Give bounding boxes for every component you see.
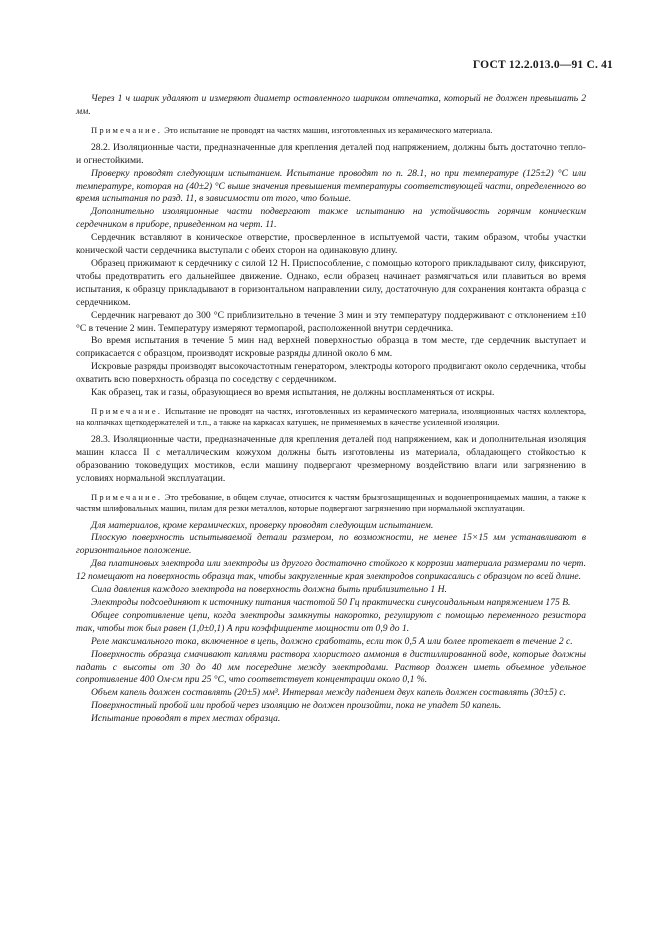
paragraph-materials: Для материалов, кроме керамических, проверку проводят следующим испытанием. bbox=[91, 519, 434, 531]
document-body bbox=[76, 93, 586, 726]
paragraph-heating: Сердечник нагревают до 300 °С приблизительно в течение 3 мин и эту температуру поддерживают с отклонением ±10 °С в течение 2 мин. Температуру измеряют термопарой, расположенной внутри сердечника. bbox=[76, 309, 586, 334]
paragraph-breakdown: Поверхностный пробой или пробой через изоляцию не должен произойти, пока не упадет 50 капель. bbox=[91, 700, 502, 712]
note-text: Это требование, в общем случае, относится к частям брызгозащищенных и водонепроницаемых машин, а также к частям шлифовальных машин, пилам для резки металлов, которые подвергают загрязнению при нормальной эксплуатации. bbox=[76, 491, 586, 513]
paragraph-hot-core: Дополнительно изоляционные части подвергают также испытанию на устойчивость горячим коническим сердечником в приборе, приведенном на черт. 11. bbox=[76, 206, 586, 231]
paragraph-ball-removal: Через 1 ч шарик удаляют и измеряют диаметр оставленного шариком отпечатка, который не должен превышать 2 мм. bbox=[76, 93, 586, 117]
paragraph-wetting: Поверхность образца смачивают каплями раствора хлористого аммония в дистиллированной воде, которые должны падать с высоты от 30 до 40 мм посередине между электродами. Раствор должен иметь объемное удельное сопротивление 400 Ом·см при 25 °С, что соответствует концентрации около 0,1 %. bbox=[76, 648, 586, 686]
note-collector bbox=[76, 406, 586, 428]
page-header: ГОСТ 12.2.013.0—91 С. 41 bbox=[472, 59, 613, 71]
paragraph-core-insert: Сердечник вставляют в коническое отверстие, просверленное в испытуемой части, таким образом, чтобы участки конической части сердечника выступали с обеих сторон на одинаковую длину. bbox=[76, 232, 586, 257]
paragraph-drop-volume: Объем капель должен составлять (20±5) мм³. Интервал между падением двух капель должен составлять (30±5) с. bbox=[91, 687, 566, 699]
paragraph-pressure: Сила давления каждого электрода на поверхность должна быть приблизительно 1 Н. bbox=[91, 584, 447, 596]
paragraph-electrodes: Два платиновых электрода или электроды из другого достаточно стойкого к коррозии материала размерами по черт. 12 помещают на поверхность образца так, чтобы закругленные края электродов соприкасались с образцом по всей длине. bbox=[76, 558, 586, 583]
clause-28-3: 28.3. Изоляционные части, предназначенные для крепления деталей под напряжением, как и дополнительная изоляция машин класса II с металлическим кожухом должны быть изготовлены из материала, обладающего стойкостью к образованию токоведущих мостиков, если машину подвергают чрезмерному воздействию влаги или загрязнению в условиях нормальной эксплуатации. bbox=[76, 433, 586, 484]
note-ceramic bbox=[76, 125, 586, 136]
paragraph-sparks: Во время испытания в течение 5 мин над верхней поверхностью образца в том месте, где сердечник выступает и соприкасается с образцом, производят искровые разряды длиной около 6 мм. bbox=[76, 335, 586, 360]
note-splashproof bbox=[76, 492, 586, 514]
paragraph-test-method: Проверку проводят следующим испытанием. Испытание проводят по п. 28.1, но при температуре (125±2) °С или температуре, которая на (40±2) °С выше значения превышения температуры соответствующей части, определенного во время испытания по разд. 11, в зависимости от того, что больше. bbox=[76, 167, 586, 205]
paragraph-generator: Искровые разряды производят высокочастотным генератором, электроды которого продвигают около сердечника, чтобы охватить всю поверхность образца по соседству с сердечником. bbox=[76, 361, 586, 386]
paragraph-power-source: Электроды подсоединяют к источнику питания частотой 50 Гц практически синусоидальным напряжением 175 В. bbox=[91, 597, 571, 608]
paragraph-relay: Реле максимального тока, включенное в цепь, должно сработать, если ток 0,5 А или более протекает в течение 2 с. bbox=[91, 635, 573, 647]
note-label: Примечание. bbox=[91, 405, 163, 416]
note-label: Примечание. bbox=[91, 124, 163, 135]
paragraph-flat-surface: Плоскую поверхность испытываемой детали размером, по возможности, не менее 15×15 мм устанавливают в горизонтальное положение. bbox=[76, 532, 586, 557]
note-label: Примечание. bbox=[91, 491, 163, 502]
paragraph-resistance: Общее сопротивление цепи, когда электроды замкнуты накоротко, регулируют с помощью переменного резистора так, чтобы ток был равен (1,0±0,1) А при коэффициенте мощности от 0,9 до 1. bbox=[76, 609, 586, 634]
paragraph-ignition: Как образец, так и газы, образующиеся во время испытания, не должны воспламеняться от искры. bbox=[91, 387, 495, 399]
paragraph-pressing: Образец прижимают к сердечнику с силой 12 Н. Приспособление, с помощью которого прикладывают силу, фиксируют, чтобы предотвратить его дальнейшее движение. Однако, если образец начинает размягчаться или плавиться во время испытания, к образцу прикладывают в горизонтальном направлении силу, достаточную для сохранения контакта образца с сердечником. bbox=[76, 257, 586, 308]
paragraph-three-places: Испытание проводят в трех местах образца. bbox=[91, 713, 281, 725]
clause-28-2: 28.2. Изоляционные части, предназначенные для крепления деталей под напряжением, должны быть достаточно тепло- и огнестойкими. bbox=[76, 141, 586, 166]
note-text: Это испытание не проводят на частях машин, изготовленных из керамического материала. bbox=[162, 124, 493, 135]
note-text: Испытание не проводят на частях, изготовленных из керамического материала, изоляционных частях коллектора, на колпачках щеткодержателей и т.п., а также на каркасах катушек, не применяемых в качестве усиленной изоляции. bbox=[76, 405, 586, 427]
